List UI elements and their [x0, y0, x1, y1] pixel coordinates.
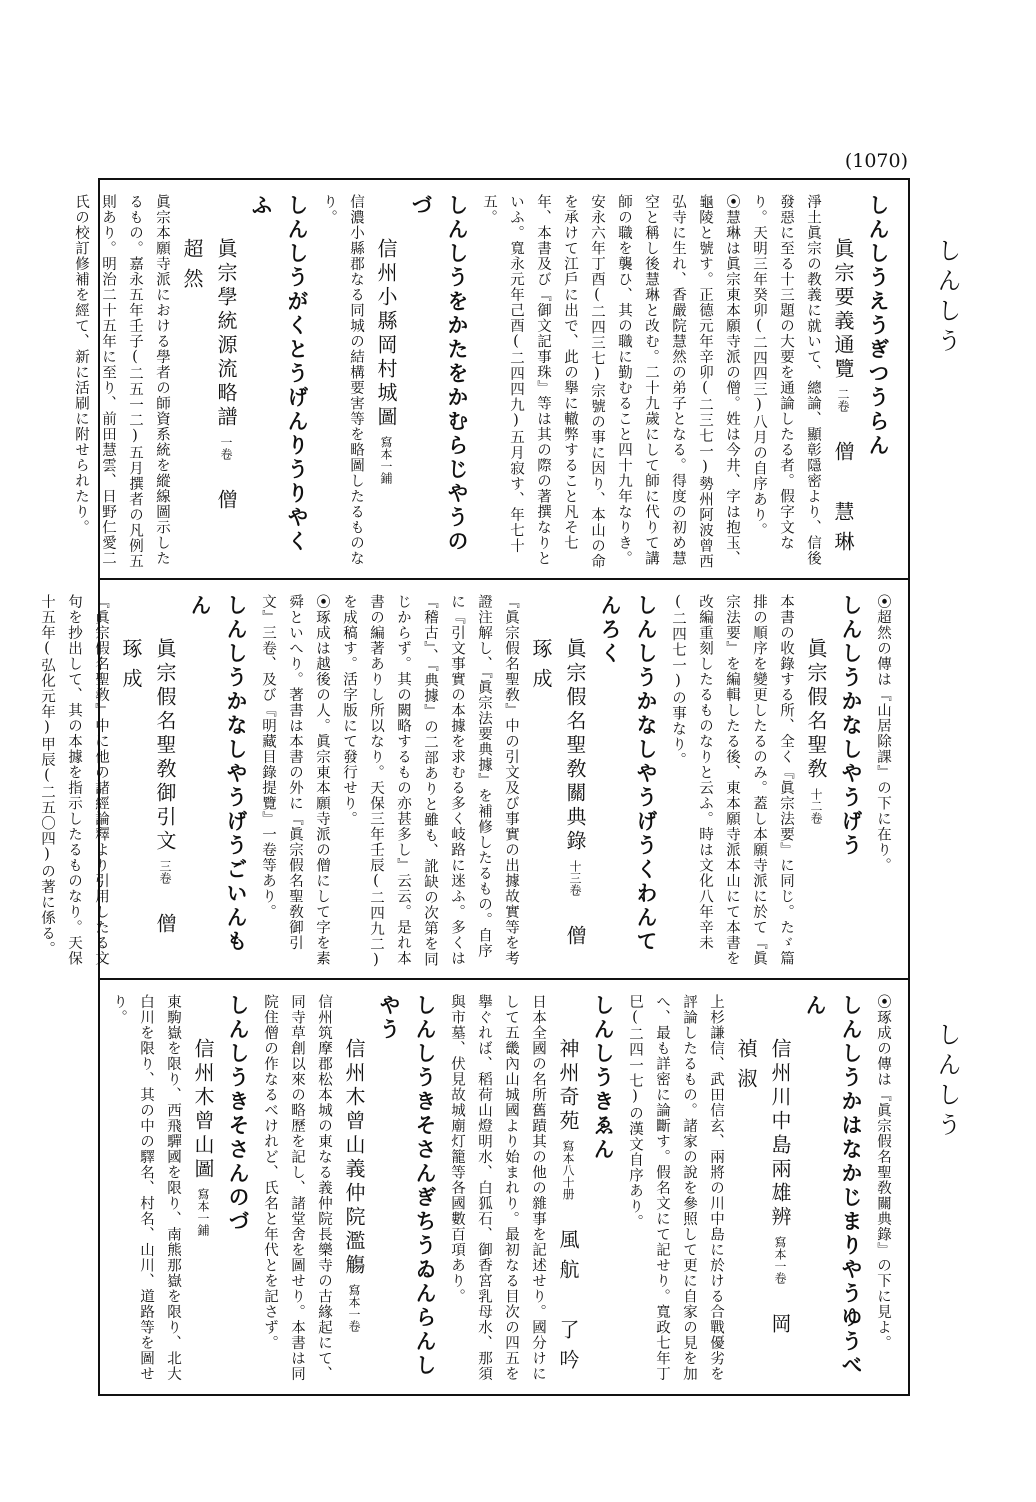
entry-volume: 十三卷 — [568, 860, 582, 896]
entry-volume: 二卷 — [836, 388, 850, 412]
entry-heading: しんしうがくとうげんりうりやくふ — [249, 194, 310, 554]
entry-paragraph: ⦿琢成は越後の人。眞宗東本願寺派の僧にして字を素舜といへり。著書は本書の外に『眞宗假名聖敎御引文』三卷、及び『明藏目錄提覽』一卷等あり。 — [260, 594, 330, 966]
entry-paragraph: 眞宗本願寺派における學者の師資系統を縱線圖示したるもの。嘉永五年壬子(二五一二)五月撰者の凡例五則あり。明治二十五年に至り、前田慧雲、日野仁愛二氏の校訂修補を經て、新に活刷に附せられたり。 — [73, 194, 170, 569]
entry-heading: しんしうきゑん — [591, 994, 616, 1162]
entry-title-line — [369, 194, 403, 570]
entry-author: 風航 了吟 — [556, 1228, 580, 1379]
entry — [664, 594, 869, 970]
tier-3 — [100, 980, 908, 1394]
entry-volume: 十二卷 — [809, 788, 823, 824]
entry-volume: 寫本八十册 — [561, 1140, 575, 1200]
entry-heading: しんしうかなしやうげうくわんてんろく — [598, 594, 659, 954]
entry-heading: しんしうかなしやうげうごいんもん — [188, 594, 249, 954]
entry — [256, 994, 443, 1386]
entry-title-line — [337, 994, 371, 1386]
entry — [33, 594, 254, 973]
entry-heading: しんしうえうぎつうらん — [866, 194, 891, 458]
entry-paragraph: 日本全國の名所舊蹟其の他の雜事を記述せり。國分けにして五畿內山城國より始まれり。最初なる目次の四五を擧ぐれば、稻荷山燈明水、白狐石、御香宮乳母水、那須與市墓、伏見故城廟灯籠等各國數百項あり。 — [449, 994, 546, 1382]
entry — [475, 194, 896, 570]
entry-heading: しんしうきそさんぎちうゐんらんしやう — [377, 994, 438, 1378]
entry — [621, 994, 869, 1386]
entry-title-line — [175, 194, 243, 570]
tier-3-text — [100, 980, 908, 1394]
entry-author: 岡 禎淑 — [734, 1038, 792, 1373]
entry-heading: しんしうかはなかじまりやうゆうべん — [803, 994, 864, 1378]
entry-title: 信州木曾山義仲院濫觴 — [342, 1038, 366, 1278]
entry-author: 僧 琢成 — [529, 638, 587, 985]
entry-title: 眞宗假名聖敎御引文 — [153, 638, 177, 854]
page-number: (1070) — [844, 150, 908, 172]
entry-paragraph: ⦿超然の傳は『山居除課』の下に在り。 — [875, 594, 891, 873]
entry-paragraph: ⦿琢成の傳は『眞宗假名聖敎關典錄』の下に見よ。 — [875, 994, 891, 1351]
running-header-left: しんしう — [933, 1022, 961, 1142]
entry-author: 僧 琢成 — [119, 638, 177, 973]
entry-title-line — [551, 994, 585, 1386]
entry-title-line — [524, 594, 592, 985]
entry-volume: 一卷 — [219, 436, 233, 460]
entry-title: 信州木曾山圖 — [191, 1038, 215, 1182]
entry — [869, 594, 896, 970]
entry-heading: しんしうをかたをかむらじやうのづ — [409, 194, 470, 554]
entry-title-line — [826, 194, 860, 570]
entry-author: 僧 慧琳 — [831, 440, 855, 561]
page-frame — [39, 178, 910, 1396]
entry-volume: 寫本一鋪 — [196, 1188, 210, 1236]
entry-paragraph: 淨土眞宗の教義に就いて、總論、顯彰隱密より、信後發惡に至る十三題の大要を通論したる者。假字文なり。天明三年癸卯(二四四三)八月の自序あり。 — [751, 194, 821, 566]
entry-title-line — [799, 594, 833, 970]
entry-volume: 寫本一鋪 — [379, 436, 393, 484]
entry-title-line — [114, 594, 182, 973]
entry-heading: しんしうきそさんのづ — [226, 994, 251, 1234]
entry-title: 眞宗假名聖敎關典錄 — [563, 638, 587, 854]
entry-title: 信州小縣岡村城圖 — [374, 238, 398, 430]
entry-title-line — [186, 994, 220, 1386]
entry-paragraph: 『眞宗假名聖敎』中に他の諸經論釋より引用したる文句を抄出して、其の本據を指示したるものなり。天保十五年(弘化元年)甲辰(二五〇四)の著に係る。 — [39, 594, 109, 966]
entry-title: 眞宗假名聖敎 — [804, 638, 828, 782]
entry-paragraph: 上杉謙信、武田信玄、兩將の川中島に於ける合戰優劣を評論したるもの。諸家の說を參照して更に自家の見を加へ、最も詳密に論斷す。假名文にて記せり。寬政七年丁巳(二四一七)の漢文自序あり。 — [627, 994, 724, 1382]
entry-paragraph: 信濃小縣郡なる同城の結構要害等を略圖したるものなり。 — [321, 194, 364, 566]
entry-title: 信州川中島兩雄辨 — [768, 1038, 792, 1230]
entry-author: 僧 超然 — [180, 238, 238, 549]
entry-volume: 三卷 — [158, 860, 172, 884]
entry-volume: 寫本一卷 — [347, 1284, 361, 1332]
entry — [254, 594, 664, 985]
entry-paragraph: 東駒嶽を限り、西飛驒國を限り、南熊那嶽を限り、北大白川を限り、其の中の驛名、村名、山川、道路等を圖せり。 — [111, 994, 181, 1382]
entry — [67, 194, 315, 570]
tier-1-text — [73, 180, 908, 578]
entry-paragraph: ⦿慧琳は眞宗東本願寺派の僧。姓は今井、字は抱玉、龜陵と號す。正德元年辛卯(二三七一)勢州阿波曾西弘寺に生れ、香嚴院慧然の弟子となる。得度の初め慧空と稱し後慧琳と改む。二十九歲にして師に代りて講師の職を襲ひ、其の職に勤むること四十九年なりき。安永六年丁酉(二四三七)宗號の事に因り、本山の命を承けて江戶に出で、此の擧に轍弊すること凡そ七年、本書及び『御文記事珠』等は其の際の著撰なりといふ。寬永元年己酉(二四四九)五月寂す、年七十五。 — [481, 194, 740, 569]
entry-title: 眞宗要義通覽 — [831, 238, 855, 382]
entry-paragraph: 『眞宗假名聖敎』中の引文及び事實の出據故實等を考證注解し、『眞宗法要典據』を補修したるもの。自序に『引文事實の本據を求むる多く岐路に迷ふ。多くは『稽古』、『典據』の二部ありと雖も、訛缺の次第を同じからず。其の闕略するもの亦甚多し』云云。是れ本書の編著ありし所以なり。天保三年壬辰(二四九二)を成稿す。活字版にて發行せり。 — [341, 594, 519, 969]
tier-2-text — [39, 580, 908, 985]
entry-heading: しんしうかなしやうげう — [839, 594, 864, 858]
entry-title: 眞宗學統源流略譜 — [214, 238, 238, 430]
entry-title-line — [729, 994, 797, 1386]
tier-1 — [73, 180, 908, 578]
entry — [443, 994, 621, 1386]
entry-title: 神州奇苑 — [556, 1038, 580, 1134]
entry-volume: 寫本一卷 — [773, 1236, 787, 1284]
entry — [869, 994, 896, 1386]
entry-paragraph: 本書の收錄する所、全く『眞宗法要』に同じ。たゞ篇排の順序を變更したるのみ。蓋し本願寺派に於て『眞宗法要』を編輯したる後、東本願寺派本山にて本書を改編重刻したるものなりと云ふ。時は文化八年辛未(二四七一)の事なり。 — [670, 594, 794, 966]
entry-paragraph: 信州筑摩郡松本城の東なる義仲院長樂寺の古緣起にて、同寺草創以來の略歷を記し、諸堂舍を圖せり。本書は同院住僧の作なるべけれど、氏名と年代とを記さず。 — [262, 994, 332, 1382]
entry — [315, 194, 475, 570]
entry — [105, 994, 256, 1386]
running-header-right: しんしう — [933, 238, 961, 358]
tier-2 — [39, 580, 908, 985]
